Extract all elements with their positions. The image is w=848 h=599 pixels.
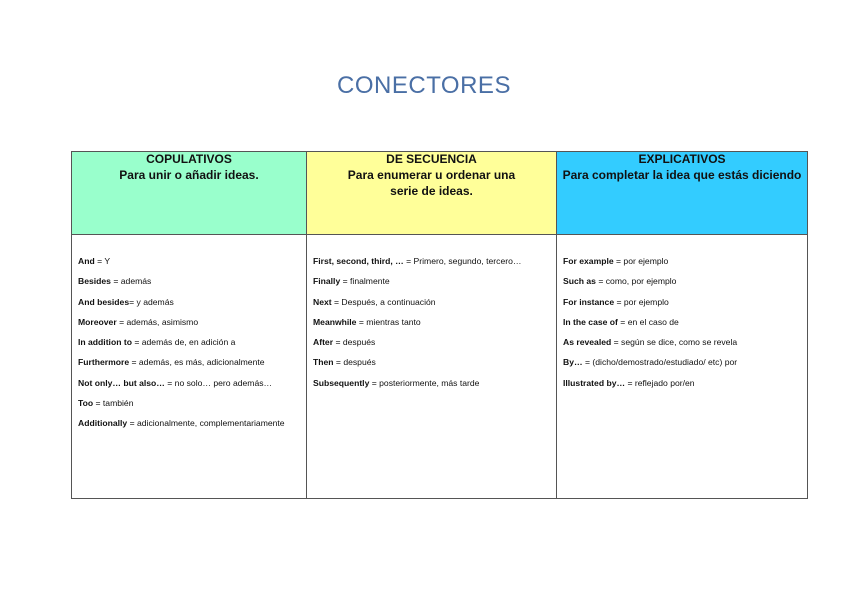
connector-term: As revealed bbox=[563, 337, 612, 348]
connector-meaning: = Después, a continuación bbox=[331, 296, 436, 307]
connector-item bbox=[563, 356, 801, 368]
connector-item bbox=[78, 336, 300, 348]
secuencia-list bbox=[307, 255, 556, 389]
connector-meaning: = reflejado por/en bbox=[625, 377, 695, 388]
connector-item bbox=[563, 296, 801, 308]
connector-meaning: = además bbox=[110, 276, 152, 287]
connector-meaning: = por ejemplo bbox=[614, 296, 669, 307]
connector-term: Furthermore bbox=[78, 357, 130, 368]
connector-meaning: = finalmente bbox=[340, 276, 390, 287]
page-title: CONECTORES bbox=[337, 72, 511, 99]
connector-term: In the case of bbox=[563, 316, 618, 327]
connector-meaning: = en el caso de bbox=[617, 316, 679, 327]
connector-term: Such as bbox=[563, 276, 596, 287]
connector-meaning: = como, por ejemplo bbox=[595, 276, 677, 287]
connector-meaning: = además, es más, adicionalmente bbox=[129, 357, 265, 368]
connector-term: Meanwhile bbox=[313, 316, 357, 327]
connector-term: Moreover bbox=[78, 316, 117, 327]
header-copulativos bbox=[72, 152, 307, 235]
connector-term: Additionally bbox=[78, 418, 128, 429]
copulativos-cell bbox=[72, 235, 307, 499]
connector-item bbox=[563, 316, 801, 328]
connector-item bbox=[313, 296, 550, 308]
copulativos-list bbox=[72, 255, 306, 429]
header-description: Para unir o añadir ideas. bbox=[119, 168, 259, 182]
connector-term: Finally bbox=[313, 276, 341, 287]
connector-term: After bbox=[313, 337, 334, 348]
connector-item bbox=[78, 377, 300, 389]
connector-item bbox=[563, 275, 801, 287]
connectors-table bbox=[71, 151, 808, 499]
connector-item bbox=[563, 255, 801, 267]
secuencia-cell bbox=[307, 235, 557, 499]
connector-meaning: = además, asimismo bbox=[116, 316, 199, 327]
connector-term: In addition to bbox=[78, 337, 132, 348]
connector-item bbox=[313, 356, 550, 368]
connector-term: Subsequently bbox=[313, 377, 370, 388]
connector-term: For instance bbox=[563, 296, 615, 307]
connector-term: For example bbox=[563, 256, 614, 266]
connector-item bbox=[78, 356, 300, 368]
header-row bbox=[72, 152, 808, 235]
connector-term: And besides bbox=[78, 296, 130, 307]
connector-meaning: = Y bbox=[94, 256, 111, 266]
header-name: COPULATIVOS bbox=[146, 152, 232, 166]
connector-item bbox=[78, 417, 300, 429]
connector-meaning: = por ejemplo bbox=[613, 256, 669, 266]
connector-item bbox=[78, 316, 300, 328]
connector-item bbox=[563, 377, 801, 389]
connector-meaning: = también bbox=[93, 398, 134, 409]
connector-meaning: = (dicho/demostrado/estudiado/ etc) por bbox=[582, 357, 738, 368]
connector-term: By… bbox=[563, 357, 583, 368]
connector-meaning: = después bbox=[333, 337, 376, 348]
connector-term: Besides bbox=[78, 276, 111, 287]
connector-meaning: = y además bbox=[129, 296, 174, 307]
connector-meaning: = adicionalmente, complementariamente bbox=[127, 418, 285, 429]
connector-term: Next bbox=[313, 296, 332, 307]
connector-term: Illustrated by… bbox=[563, 377, 626, 388]
header-name: DE SECUENCIA bbox=[386, 152, 477, 166]
connector-item bbox=[78, 397, 300, 409]
connector-meaning: = además de, en adición a bbox=[131, 337, 236, 348]
connector-meaning: = según se dice, como se revela bbox=[611, 337, 738, 348]
connector-meaning: = posteriormente, más tarde bbox=[369, 377, 480, 388]
connector-item bbox=[313, 275, 550, 287]
connector-item bbox=[78, 275, 300, 287]
connector-term: Not only… but also… bbox=[78, 377, 165, 388]
header-name: EXPLICATIVOS bbox=[638, 152, 726, 166]
header-secuencia bbox=[307, 152, 557, 235]
connector-item bbox=[78, 296, 300, 308]
connector-item bbox=[313, 255, 550, 267]
header-explicativos bbox=[557, 152, 808, 235]
connector-item bbox=[78, 255, 300, 267]
header-description: Para completar la idea que estás diciendo bbox=[562, 168, 802, 182]
connector-meaning: = no solo… pero además… bbox=[164, 377, 273, 388]
connector-item bbox=[563, 336, 801, 348]
connector-term: First, second, third, … bbox=[313, 256, 404, 266]
body-row bbox=[72, 235, 808, 499]
connector-meaning: = Primero, segundo, tercero… bbox=[403, 256, 522, 266]
connector-meaning: = mientras tanto bbox=[356, 316, 421, 327]
header-description: Para enumerar u ordenar una serie de ideas. bbox=[347, 168, 516, 198]
connector-item bbox=[313, 336, 550, 348]
connector-meaning: = después bbox=[333, 357, 376, 368]
connector-term: Then bbox=[313, 357, 334, 368]
connector-term: And bbox=[78, 256, 95, 266]
connector-term: Too bbox=[78, 398, 94, 409]
connector-item bbox=[313, 316, 550, 328]
explicativos-cell bbox=[557, 235, 808, 499]
connector-item bbox=[313, 377, 550, 389]
explicativos-list bbox=[557, 255, 807, 389]
